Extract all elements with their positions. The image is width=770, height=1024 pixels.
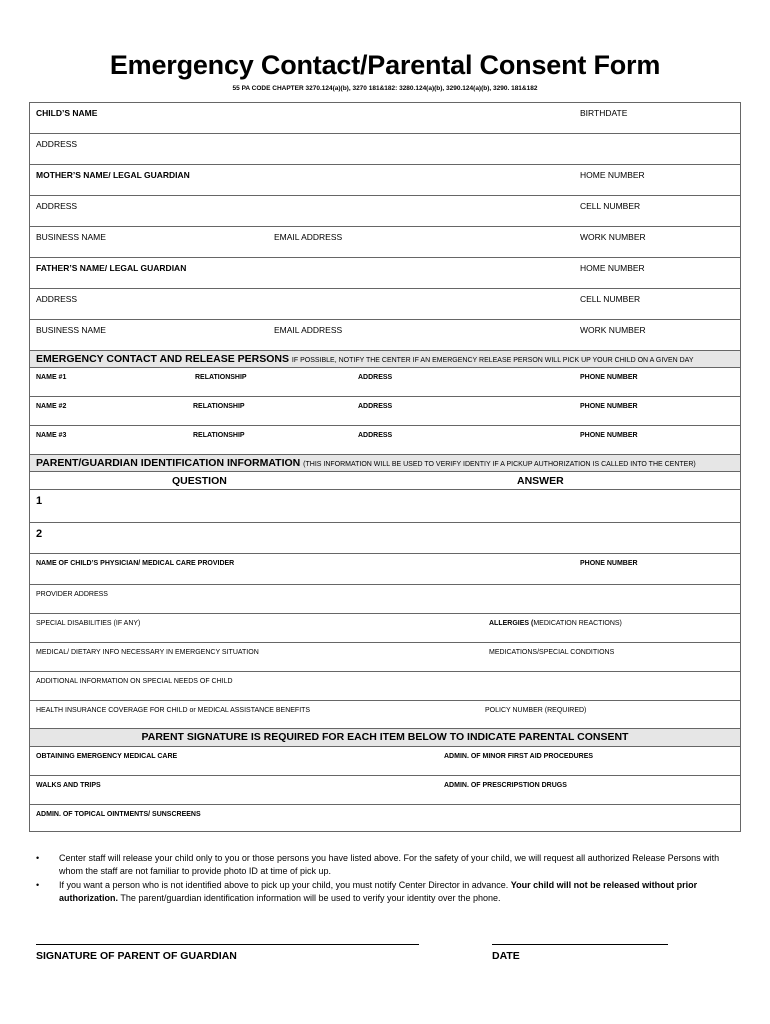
father-address-row[interactable] (30, 289, 740, 320)
mother-email-label: EMAIL ADDRESS (274, 232, 343, 242)
form-subtitle: 55 PA CODE CHAPTER 3270.124(a)(b), 3270 181&182: 3280.124(a)(b), 3290.124(a)(b), 3290. 181&182 (232, 85, 538, 92)
emergency-name-2: NAME #2 (36, 403, 67, 410)
date-label: DATE (492, 950, 520, 962)
father-home-label: HOME NUMBER (580, 263, 645, 273)
child-name-row[interactable] (30, 103, 740, 134)
question-label: QUESTION (172, 475, 227, 487)
medications-label: MEDICATIONS/SPECIAL CONDITIONS (489, 649, 615, 656)
question-number-1: 1 (36, 495, 43, 507)
parent-signature-label: SIGNATURE OF PARENT OF GUARDIAN (36, 950, 237, 962)
dietary-label: MEDICAL/ DIETARY INFO NECESSARY IN EMERGENCY SITUATION (36, 649, 259, 656)
father-name-row[interactable] (30, 258, 740, 289)
bullet-icon: • (36, 880, 40, 890)
mother-business-label: BUSINESS NAME (36, 232, 106, 242)
provider-address-row[interactable] (30, 585, 740, 614)
mother-home-label: HOME NUMBER (580, 170, 645, 180)
mother-address-row[interactable] (30, 196, 740, 227)
parent-signature-line[interactable] (36, 944, 419, 945)
insurance-label: HEALTH INSURANCE COVERAGE FOR CHILD or MEDICAL ASSISTANCE BENEFITS (36, 707, 311, 714)
additional-info-label: ADDITIONAL INFORMATION ON SPECIAL NEEDS OF CHILD (36, 678, 233, 685)
emergency-phone-1: PHONE NUMBER (580, 374, 638, 381)
provider-address-label: PROVIDER ADDRESS (36, 591, 108, 598)
birthdate-label: BIRTHDATE (580, 108, 628, 118)
instructions-list (36, 852, 726, 905)
date-line[interactable] (492, 944, 668, 945)
consent-row-3[interactable] (30, 805, 740, 831)
father-business-row[interactable] (30, 320, 740, 351)
emergency-address-3: ADDRESS (358, 432, 393, 439)
mother-business-row[interactable] (30, 227, 740, 258)
form-title: Emergency Contact/Parental Consent Form (109, 50, 661, 80)
instruction-item-1: • Center staff will release your child only to you or those persons you have listed above. For the safety of your child, we will request all authorized Release Persons with whom the staff are not familiar to provide photo ID at time of pick up. (36, 853, 720, 876)
father-address-label: ADDRESS (36, 294, 78, 304)
mother-work-label: WORK NUMBER (580, 232, 646, 242)
additional-info-row[interactable] (30, 672, 740, 701)
father-email-label: EMAIL ADDRESS (274, 325, 343, 335)
consent-walks: WALKS AND TRIPS (36, 782, 101, 789)
physician-row[interactable] (30, 554, 740, 585)
emergency-name-3: NAME #3 (36, 432, 67, 439)
answer-label: ANSWER (517, 475, 564, 487)
emergency-address-1: ADDRESS (358, 374, 393, 381)
mother-cell-label: CELL NUMBER (580, 201, 641, 211)
mother-name-label: MOTHER’S NAME/ LEGAL GUARDIAN (36, 170, 190, 180)
emergency-header-title: EMERGENCY CONTACT AND RELEASE PERSONS (36, 353, 289, 365)
question-answer-header (30, 472, 740, 490)
consent-emergency-care: OBTAINING EMERGENCY MEDICAL CARE (36, 753, 178, 760)
mother-name-row[interactable] (30, 165, 740, 196)
consent-row-1[interactable] (30, 747, 740, 776)
allergies-label: ALLERGIES (MEDICATION REACTIONS) (489, 620, 622, 627)
emergency-relationship-2: RELATIONSHIP (193, 403, 245, 410)
emergency-row-3[interactable] (30, 426, 740, 455)
emergency-relationship-3: RELATIONSHIP (193, 432, 245, 439)
child-address-label: ADDRESS (36, 139, 78, 149)
father-cell-label: CELL NUMBER (580, 294, 641, 304)
emergency-header-note: IF POSSIBLE, NOTIFY THE CENTER IF AN EMERGENCY RELEASE PERSON WILL PICK UP YOUR CHILD ON A GIVEN DAY (291, 357, 694, 364)
emergency-row-1[interactable] (30, 368, 740, 397)
father-business-label: BUSINESS NAME (36, 325, 106, 335)
identification-header-title: PARENT/GUARDIAN IDENTIFICATION INFORMATION (36, 457, 301, 469)
emergency-phone-3: PHONE NUMBER (580, 432, 638, 439)
consent-header (30, 729, 740, 747)
dietary-row[interactable] (30, 643, 740, 672)
consent-topical: ADMIN. OF TOPICAL OINTMENTS/ SUNSCREENS (36, 811, 201, 818)
question-row-1[interactable] (30, 490, 740, 523)
child-name-label: CHILD’S NAME (36, 108, 98, 118)
mother-address-label: ADDRESS (36, 201, 78, 211)
consent-form (29, 102, 741, 832)
consent-row-2[interactable] (30, 776, 740, 805)
bullet-icon: • (36, 853, 40, 863)
question-number-2: 2 (36, 528, 43, 540)
emergency-row-2[interactable] (30, 397, 740, 426)
instruction-item-2: • If you want a person who is not identified above to pick up your child, you must notify Center Director in advance. Your child will not be released without prior authorization. The parent/guardian identification information will be used to verify your identity over the phone. (36, 880, 698, 903)
identification-header (30, 455, 740, 472)
physician-phone-label: PHONE NUMBER (580, 560, 638, 567)
father-work-label: WORK NUMBER (580, 325, 646, 335)
emergency-address-2: ADDRESS (358, 403, 393, 410)
physician-label: NAME OF CHILD’S PHYSICIAN/ MEDICAL CARE PROVIDER (36, 560, 235, 567)
consent-first-aid: ADMIN. OF MINOR FIRST AID PROCEDURES (444, 753, 594, 760)
emergency-relationship-1: RELATIONSHIP (195, 374, 247, 381)
emergency-header (30, 351, 740, 368)
identification-header-note: (THIS INFORMATION WILL BE USED TO VERIFY IDENTIY IF A PICKUP AUTHORIZATION IS CALLED INTO THE CENTER) (303, 461, 696, 468)
insurance-row[interactable] (30, 701, 740, 729)
emergency-name-1: NAME #1 (36, 374, 67, 381)
child-address-row[interactable] (30, 134, 740, 165)
father-name-label: FATHER’S NAME/ LEGAL GUARDIAN (36, 263, 187, 273)
question-row-2[interactable] (30, 523, 740, 554)
consent-header-title: PARENT SIGNATURE IS REQUIRED FOR EACH ITEM BELOW TO INDICATE PARENTAL CONSENT (141, 731, 629, 743)
policy-label: POLICY NUMBER (REQUIRED) (485, 707, 587, 714)
consent-prescription: ADMIN. OF PRESCRIPSTION DRUGS (444, 782, 567, 789)
disabilities-row[interactable] (30, 614, 740, 643)
emergency-phone-2: PHONE NUMBER (580, 403, 638, 410)
disabilities-label: SPECIAL DISABILITIES (IF ANY) (36, 620, 141, 627)
